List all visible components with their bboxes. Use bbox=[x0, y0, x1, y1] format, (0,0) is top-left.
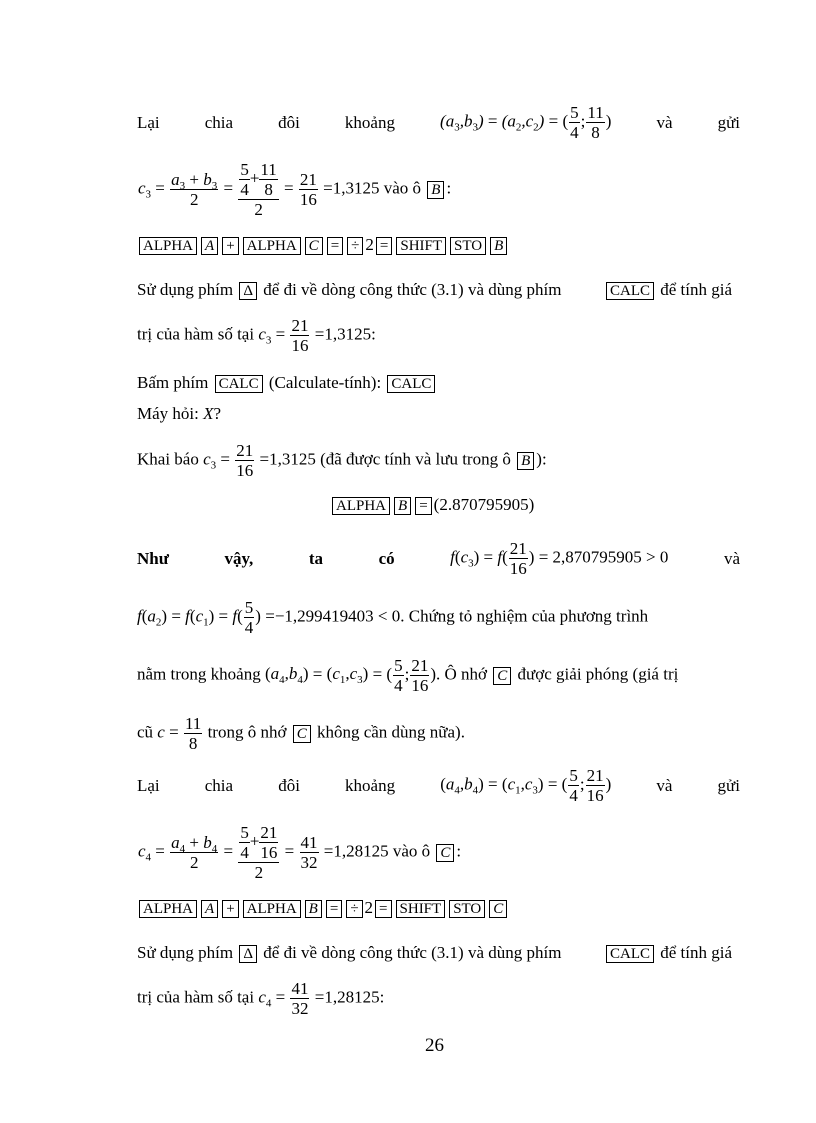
key-equals: = bbox=[415, 497, 431, 515]
key-plus: + bbox=[222, 237, 238, 255]
instruction-calc-2: CALC để tính giá bbox=[604, 943, 732, 963]
key-C: C bbox=[305, 237, 323, 255]
key-B: B bbox=[427, 181, 444, 199]
key-B: B bbox=[394, 497, 411, 515]
key-sto: STO bbox=[450, 237, 486, 255]
key-equals: = bbox=[327, 237, 343, 255]
key-shift: SHIFT bbox=[396, 237, 446, 255]
conclusion-line-3: nằm trong khoảng $(a_4,b_4) = (c_1,c_3)$ = ( $\frac{5}{4}$ ; $\frac{21}{16}$ ). Ô nhớ C được giải phóng (giá trị bbox=[137, 656, 679, 695]
key-delta: Δ bbox=[239, 945, 257, 963]
line-bisect-1 bbox=[137, 103, 740, 142]
key-divide: ÷ bbox=[346, 900, 362, 918]
word: và bbox=[656, 775, 673, 795]
key-alpha: ALPHA bbox=[332, 497, 390, 515]
word: chia bbox=[204, 112, 234, 132]
key-C: C bbox=[293, 725, 311, 743]
instruction-calc-1: CALC để tính giá bbox=[604, 280, 732, 300]
word: Lại bbox=[137, 775, 160, 795]
instruction-delta-2: Sử dụng phím Δ để đi về dòng công thức (3.1) và dùng phím bbox=[137, 943, 562, 963]
key-calc: CALC bbox=[387, 375, 435, 393]
word: gửi bbox=[717, 775, 740, 795]
key-equals: = bbox=[326, 900, 342, 918]
key-plus: + bbox=[222, 900, 238, 918]
formula-interval-3: $(a_3,b_3) = (a_2,c_2)$ = ( $\frac{5}{4}$ ; $\frac{11}{8}$ ) bbox=[440, 103, 612, 142]
key-C: C bbox=[493, 667, 511, 685]
machine-asks: Máy hỏi: X? bbox=[137, 404, 222, 423]
line-bisect-2 bbox=[137, 766, 740, 805]
press-calc-line: Bấm phím CALC (Calculate-tính): CALC bbox=[137, 373, 437, 393]
conclusion-line-4: cũ c = $\frac{11}{8}$ trong ô nhớ C không cần dùng nữa). bbox=[137, 714, 465, 753]
key-B: B bbox=[490, 237, 507, 255]
formula-c4: $c_4$ = $\frac{a_4 + b_4}{2}$ = $\frac{5}{4}$ + $\frac{21}{16}$ 2 = $\frac{41}{32}$ =1,28125 vào ô C : bbox=[138, 823, 462, 882]
key-calc: CALC bbox=[606, 945, 654, 963]
key-B: B bbox=[305, 900, 322, 918]
key-calc: CALC bbox=[215, 375, 263, 393]
page-number: 26 bbox=[425, 1035, 444, 1056]
key-sequence-1: ALPHA A + ALPHA C = ÷ 2 = SHIFT STO B bbox=[137, 235, 509, 255]
key-sto: STO bbox=[449, 900, 485, 918]
word: khoảng bbox=[345, 775, 396, 795]
declare-c3: Khai báo $c_3$ = $\frac{21}{16}$ =1,3125 (đã được tính và lưu trong ô B ): bbox=[137, 441, 547, 480]
instruction-delta-1: Sử dụng phím Δ để đi về dòng công thức (3.1) và dùng phím bbox=[137, 280, 562, 300]
key-delta: Δ bbox=[239, 282, 257, 300]
word: khoảng bbox=[344, 112, 395, 132]
key-sequence-result: ALPHA B = (2.870795905) bbox=[330, 495, 534, 515]
formula-f-c3: $f(c_3) = f$( $\frac{21}{16}$ ) = 2,870795905 > 0 bbox=[450, 539, 669, 578]
key-C: C bbox=[436, 844, 454, 862]
conclusion-line-1: Như vậy, ta có $f(c_3) = f$( $\frac{21}{16}$ ) = 2,870795905 > 0 và bbox=[137, 539, 740, 578]
formula-c3-value: trị của hàm số tại $c_3$ = $\frac{21}{16}$ =1,3125: bbox=[137, 316, 376, 355]
key-alpha: ALPHA bbox=[243, 900, 301, 918]
key-equals: = bbox=[375, 900, 391, 918]
key-A: A bbox=[201, 900, 218, 918]
word: gửi bbox=[717, 112, 740, 132]
word: chia bbox=[204, 775, 234, 795]
key-calc: CALC bbox=[606, 282, 654, 300]
formula-interval-4: $(a_4,b_4) = (c_1,c_3)$ = ( $\frac{5}{4}$ ; $\frac{21}{16}$ ) bbox=[440, 766, 612, 805]
word: đôi bbox=[278, 112, 300, 132]
key-shift: SHIFT bbox=[396, 900, 446, 918]
conclusion-line-2: $f(a_2) = f(c_1) = f$( $\frac{5}{4}$ ) =−1,299419403 < 0. Chứng tỏ nghiệm của phương trình bbox=[137, 598, 649, 637]
key-C: C bbox=[489, 900, 507, 918]
key-alpha: ALPHA bbox=[139, 900, 197, 918]
formula-c4-value: trị của hàm số tại $c_4$ = $\frac{41}{32}$ =1,28125: bbox=[137, 979, 385, 1018]
formula-c3: $c_3$ = $\frac{a_3 + b_3}{2}$ = $\frac{5}{4}$ + $\frac{11}{8}$ 2 = $\frac{21}{16}$ =1,3125 vào ô B : bbox=[138, 160, 452, 219]
key-B: B bbox=[517, 452, 534, 470]
key-equals: = bbox=[376, 237, 392, 255]
word: đôi bbox=[278, 775, 300, 795]
word: Lại bbox=[137, 112, 160, 132]
word: và bbox=[656, 112, 673, 132]
key-alpha: ALPHA bbox=[139, 237, 197, 255]
key-sequence-2: ALPHA A + ALPHA B = ÷ 2 = SHIFT STO C bbox=[137, 898, 509, 918]
key-A: A bbox=[201, 237, 218, 255]
key-alpha: ALPHA bbox=[243, 237, 301, 255]
key-divide: ÷ bbox=[347, 237, 363, 255]
